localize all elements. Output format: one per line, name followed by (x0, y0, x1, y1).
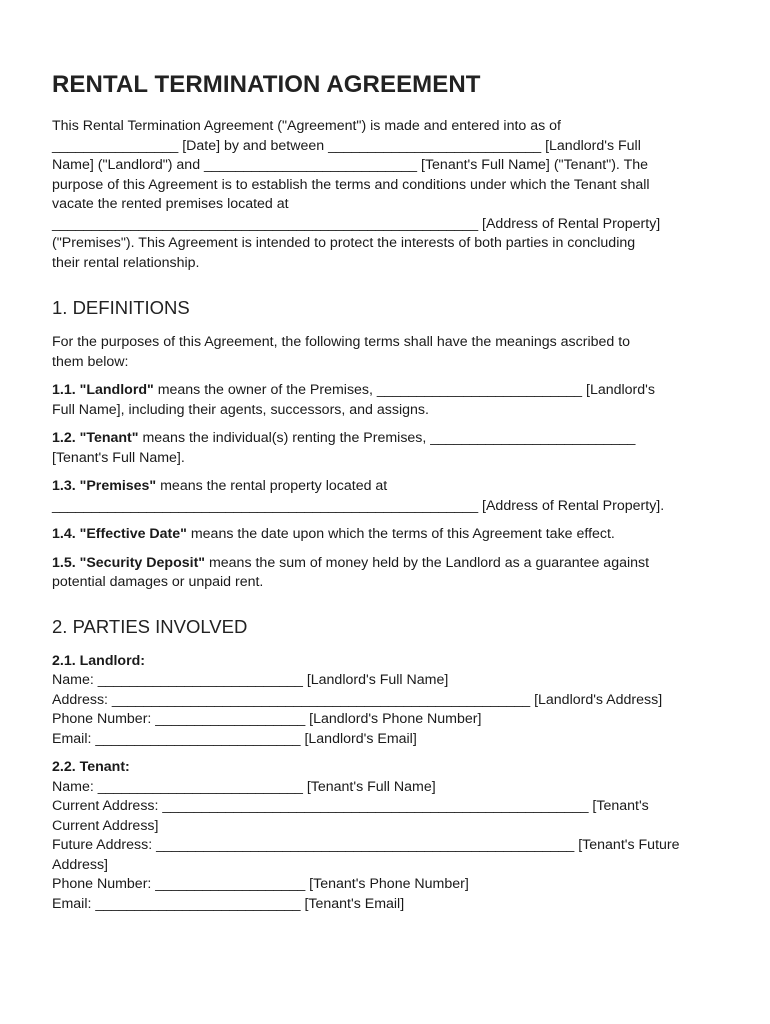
tenant-current-address-line: Current Address: ______________________________________________________ [Tenant's (52, 798, 649, 814)
definition-term: 1.4. "Effective Date" (52, 526, 187, 542)
definitions-intro-line: For the purposes of this Agreement, the following terms shall have the meanings ascribed to (52, 334, 631, 350)
landlord-address-line: Address: _____________________________________________________ [Landlord's Address] (52, 691, 663, 708)
tenant-email-line: Email: __________________________ [Tenant's Email] (52, 895, 405, 912)
definition-term: 1.3. "Premises" (52, 478, 157, 494)
definition-term: 1.5. "Security Deposit" (52, 554, 206, 571)
definition-text: means the individual(s) renting the Premises, __________________________ (138, 430, 636, 446)
definitions-intro (52, 333, 720, 372)
intro-line: purpose of this Agreement is to establish the terms and conditions under which the Tenant shall (52, 176, 650, 193)
definition-premises (52, 477, 720, 516)
tenant-name-line: Name: __________________________ [Tenant's Full Name] (52, 778, 436, 795)
landlord-block (52, 652, 720, 750)
definition-tenant (52, 429, 720, 468)
landlord-phone-line: Phone Number: ___________________ [Landlord's Phone Number] (52, 711, 482, 727)
definition-effective-date (52, 525, 720, 545)
intro-line: Name] ("Landlord") and ___________________________ [Tenant's Full Name] ("Tenant"). The (52, 157, 649, 173)
definition-text: means the rental property located at (156, 478, 388, 494)
tenant-future-address-line: Future Address: _____________________________________________________ [Tenant's Future (52, 837, 680, 853)
intro-line: This Rental Termination Agreement ("Agreement") is made and entered into as of (52, 118, 562, 134)
tenant-current-address-line: Current Address] (52, 817, 159, 834)
definitions-section (52, 297, 720, 593)
intro-paragraph (52, 117, 720, 273)
definition-term: 1.2. "Tenant" (52, 430, 139, 446)
tenant-phone-line: Phone Number: ___________________ [Tenant's Phone Number] (52, 876, 469, 892)
definition-text: means the owner of the Premises, __________________________ [Landlord's (153, 382, 655, 398)
definitions-intro-line: them below: (52, 353, 129, 370)
document-page (52, 70, 720, 923)
intro-line: ________________ [Date] by and between ___________________________ [Landlord's Full (52, 137, 641, 154)
tenant-future-address-line: Address] (52, 856, 108, 873)
definition-security-deposit (52, 554, 720, 593)
definition-text: ______________________________________________________ [Address of Rental Property]. (52, 497, 665, 514)
document-title: RENTAL TERMINATION AGREEMENT (52, 71, 481, 98)
intro-line: vacate the rented premises located at (52, 196, 289, 212)
definition-text: means the sum of money held by the Landlord as a guarantee against (205, 554, 650, 571)
definition-landlord (52, 381, 720, 420)
intro-line: their rental relationship. (52, 254, 200, 271)
definition-term: 1.1. "Landlord" (52, 382, 154, 398)
tenant-block (52, 758, 720, 914)
definitions-heading: 1. DEFINITIONS (52, 297, 190, 318)
definition-text: Full Name], including their agents, successors, and assigns. (52, 401, 429, 418)
parties-section (52, 616, 720, 915)
definition-text: [Tenant's Full Name]. (52, 449, 185, 466)
landlord-heading: 2.1. Landlord: (52, 652, 146, 669)
tenant-heading: 2.2. Tenant: (52, 759, 130, 775)
definition-text: potential damages or unpaid rent. (52, 574, 264, 590)
landlord-email-line: Email: __________________________ [Landlord's Email] (52, 730, 417, 747)
intro-line: ______________________________________________________ [Address of Rental Property] (52, 215, 661, 232)
parties-heading: 2. PARTIES INVOLVED (52, 615, 248, 637)
definition-text: means the date upon which the terms of this Agreement take effect. (186, 526, 615, 542)
intro-line: ("Premises"). This Agreement is intended to protect the interests of both parties in concluding (52, 235, 636, 251)
landlord-name-line: Name: __________________________ [Landlord's Full Name] (52, 672, 449, 688)
